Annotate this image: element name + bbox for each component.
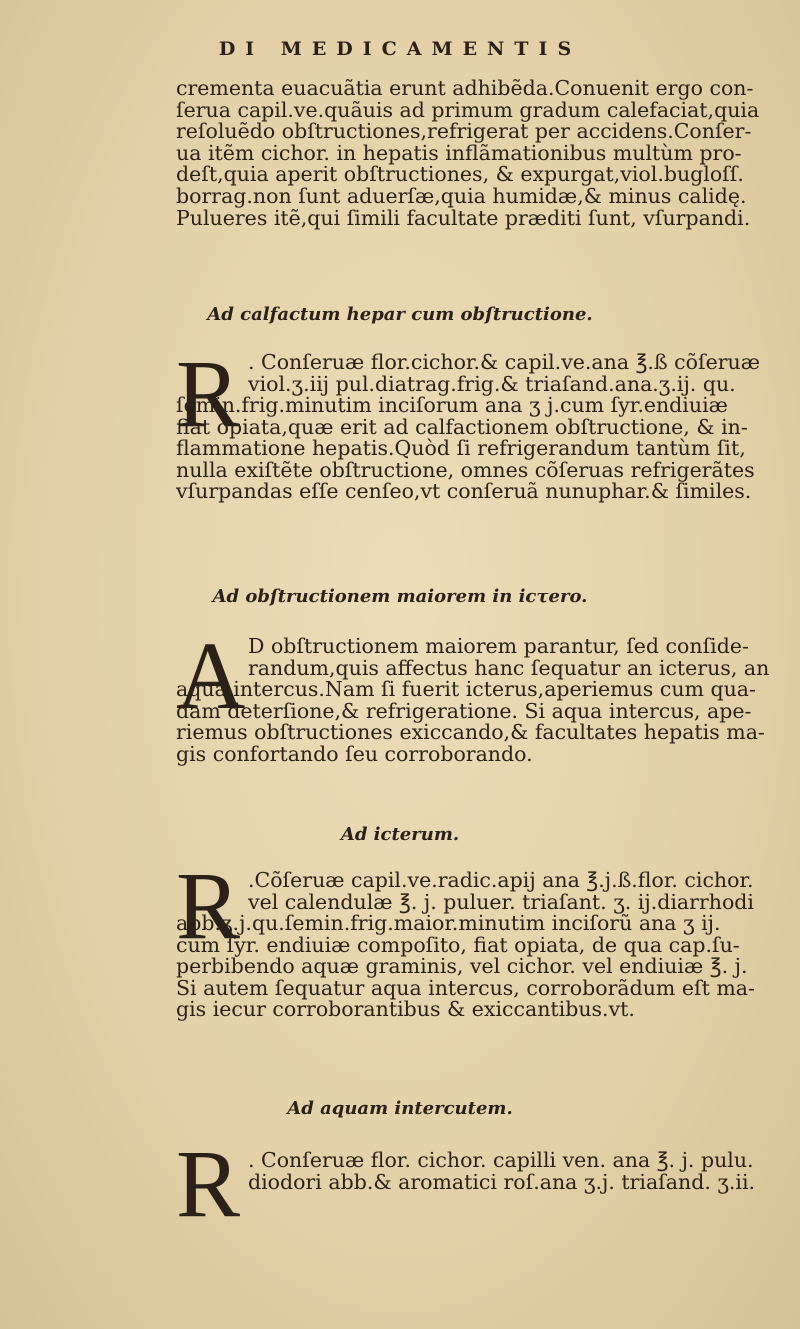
text-line: nulla exiſtẽte obſtructione, omnes cõſeruas refrigerãtes: [176, 457, 755, 482]
text-line: Si autem ſequatur aqua intercus, corroborãdum eſt ma-: [176, 975, 755, 1000]
text-line: borrag.non ſunt aduerſæ,quia humidæ,& minus calidę.: [176, 183, 747, 208]
text-line: ſemin.frig.minutim inciſorum ana ʒ j.cum ſyr.endiuiæ: [176, 393, 728, 417]
text-line: gis confortando ſeu corroborando.: [176, 741, 533, 766]
text-line: reſoluẽdo obſtructiones,refrigerat per accidens.Conſer-: [176, 119, 752, 144]
text-line: . Conſeruæ flor.cichor.& capil.ve.ana ℥.ß cõſeruæ: [248, 350, 760, 374]
paragraph-3-head: [248, 636, 796, 679]
text-line: diodori abb.& aromatici roſ.ana ʒ.j. triaſand. ʒ.ii.: [248, 1169, 756, 1194]
text-line: deſt,quia aperit obſtructiones, & expurgat,viol.bugloſſ.: [176, 162, 744, 187]
text-line: . Conſeruæ flor. cichor. capilli ven. ana ℥. j. pulu.: [248, 1148, 754, 1172]
text-line: perbibendo aquæ graminis, vel cichor. vel endiuiæ ℥. j.: [176, 954, 748, 979]
paragraph-4-head: [248, 870, 796, 913]
text-line: randum,quis affectus hanc ſequatur an icterus, an: [248, 655, 770, 680]
drop-cap: A: [176, 622, 246, 729]
text-line: ſerua capil.ve.quãuis ad primum gradum calefaciat,quia: [176, 97, 760, 122]
text-line: fiat opiata,quæ erit ad calfactionem obſtructione, & in-: [176, 414, 748, 439]
section-heading: Ad aquam intercutem.: [287, 1098, 513, 1119]
drop-cap: R: [176, 1130, 241, 1237]
text-line: aqua intercus.Nam ſi fuerit icterus,aperiemus cum qua-: [176, 677, 756, 701]
drop-cap: R: [176, 852, 241, 959]
drop-cap: R: [176, 340, 241, 447]
text-line: viol.ʒ.iij pul.diatrag.frig.& triaſand.ana.ʒ.ij. qu.: [248, 371, 736, 396]
text-line: crementa euacuãtia erunt adhibẽda.Conuenit ergo con-: [176, 76, 754, 100]
paragraph-1: [176, 78, 796, 229]
paragraph-3-body: [176, 679, 796, 765]
text-line: abb.ʒ.j.qu.ſemin.frig.maior.minutim inciſorũ ana ʒ ij.: [176, 911, 721, 935]
text-line: riemus obſtructiones exiccando,& facultates hepatis ma-: [176, 720, 765, 745]
text-line: dam deterſione,& refrigeratione. Si aqua intercus, ape-: [176, 698, 752, 723]
paragraph-4-body: [176, 913, 796, 1021]
paragraph-2-body: [176, 395, 796, 503]
paragraph-2-head: [248, 352, 796, 395]
running-head: DI MEDICAMENTIS: [218, 38, 582, 60]
text-line: vel calendulæ ℥. j. puluer. triaſant. ʒ. ij.diarrhodi: [248, 889, 754, 914]
text-line: flammatione hepatis.Quòd ſi refrigerandum tantùm ſit,: [176, 436, 746, 461]
text-line: ua itẽm cichor. in hepatis inflãmationibus multùm pro-: [176, 140, 742, 165]
text-line: cum ſyr. endiuiæ compoſito, fiat opiata, de qua cap.ſu-: [176, 932, 740, 957]
paragraph-5-head: [248, 1150, 796, 1193]
text-line: vſurpandas eſſe cenſeo,vt conſeruã nunuphar.& ſimiles.: [176, 479, 752, 504]
section-heading: Ad icterum.: [340, 824, 460, 845]
text-line: gis iecur corroborantibus & exiccantibus.vt.: [176, 997, 635, 1022]
text-line: .Cõſeruæ capil.ve.radic.apij ana ℥.j.ß.flor. cichor.: [248, 868, 754, 892]
section-heading: Ad obſtructionem maiorem in icτero.: [212, 586, 588, 607]
text-line: D obſtructionem maiorem parantur, ſed conſide-: [248, 634, 749, 658]
section-heading: Ad calfactum hepar cum obſtructione.: [207, 304, 593, 325]
text-line: Pulueres itẽ,qui ſimili facultate præditi ſunt, vſurpandi.: [176, 205, 751, 230]
